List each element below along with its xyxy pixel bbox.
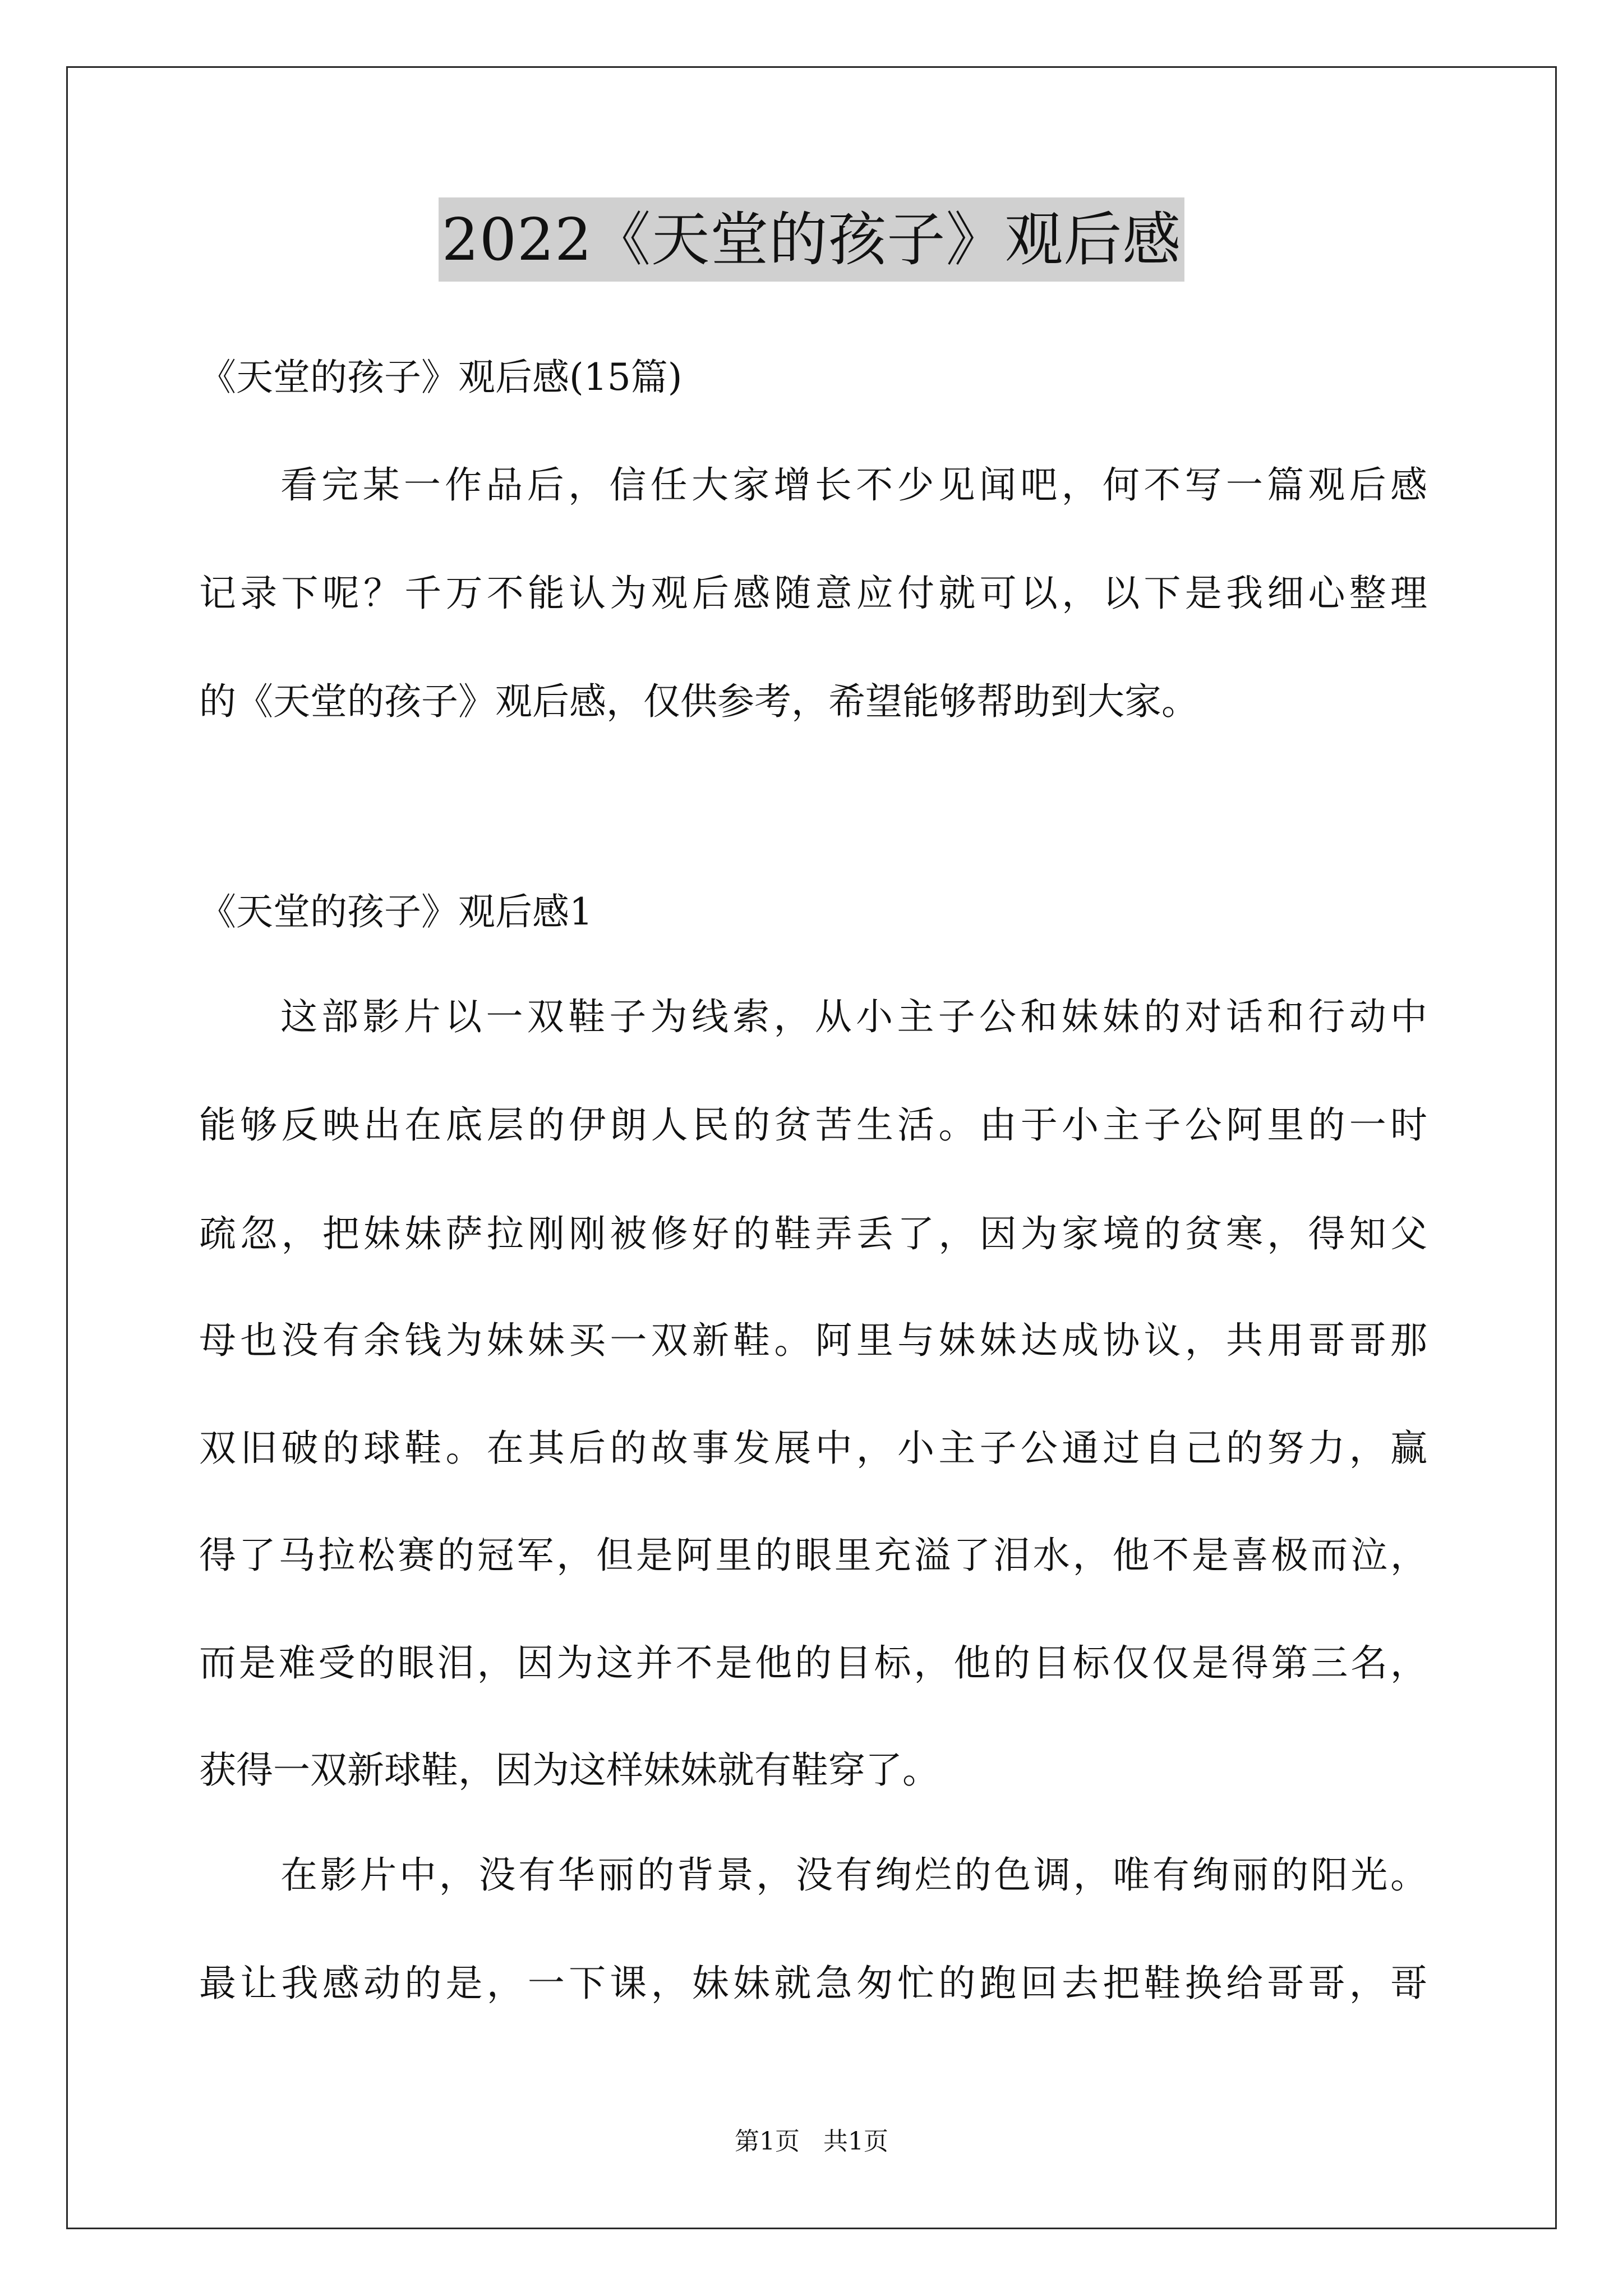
- intro-line-2: 记录下呢？千万不能认为观后感随意应付就可以，以下是我细心整理: [199, 572, 1427, 615]
- paragraph1-line-2: 能够反映出在底层的伊朗人民的贫苦生活。由于小主子公阿里的一时: [199, 1103, 1427, 1147]
- paragraph1-line-4: 母也没有余钱为妹妹买一双新鞋。阿里与妹妹达成协议，共用哥哥那: [199, 1319, 1427, 1362]
- intro-line-1: 看完某一作品后，信任大家增长不少见闻吧，何不写一篇观后感: [280, 463, 1427, 507]
- paragraph1-line-1: 这部影片以一双鞋子为线索，从小主子公和妹妹的对话和行动中: [280, 995, 1427, 1038]
- title-container: [0, 197, 1623, 282]
- paragraph1-line-8: 获得一双新球鞋，因为这样妹妹就有鞋穿了。: [199, 1749, 939, 1792]
- section-heading: 《天堂的孩子》观后感1: [199, 890, 593, 933]
- paragraph1-line-7: 而是难受的眼泪，因为这并不是他的目标，他的目标仅仅是得第三名，: [199, 1641, 1427, 1685]
- paragraph1-line-5: 双旧破的球鞋。在其后的故事发展中，小主子公通过自己的努力，赢: [199, 1427, 1427, 1470]
- paragraph2-line-1: 在影片中，没有华丽的背景，没有绚烂的色调，唯有绚丽的阳光。: [280, 1853, 1427, 1897]
- document-subtitle: 《天堂的孩子》观后感(15篇): [199, 356, 683, 399]
- paragraph1-line-3: 疏忽，把妹妹萨拉刚刚被修好的鞋弄丢了，因为家境的贫寒，得知父: [199, 1212, 1427, 1255]
- paragraph2-line-2: 最让我感动的是，一下课，妹妹就急匆忙的跑回去把鞋换给哥哥，哥: [199, 1962, 1427, 2005]
- page-footer: 第1页 共1页: [735, 2127, 888, 2156]
- document-title: 2022《天堂的孩子》观后感: [439, 197, 1185, 282]
- paragraph1-line-6: 得了马拉松赛的冠军，但是阿里的眼里充溢了泪水，他不是喜极而泣，: [199, 1534, 1427, 1577]
- intro-line-3: 的《天堂的孩子》观后感，仅供参考，希望能够帮助到大家。: [199, 680, 1198, 723]
